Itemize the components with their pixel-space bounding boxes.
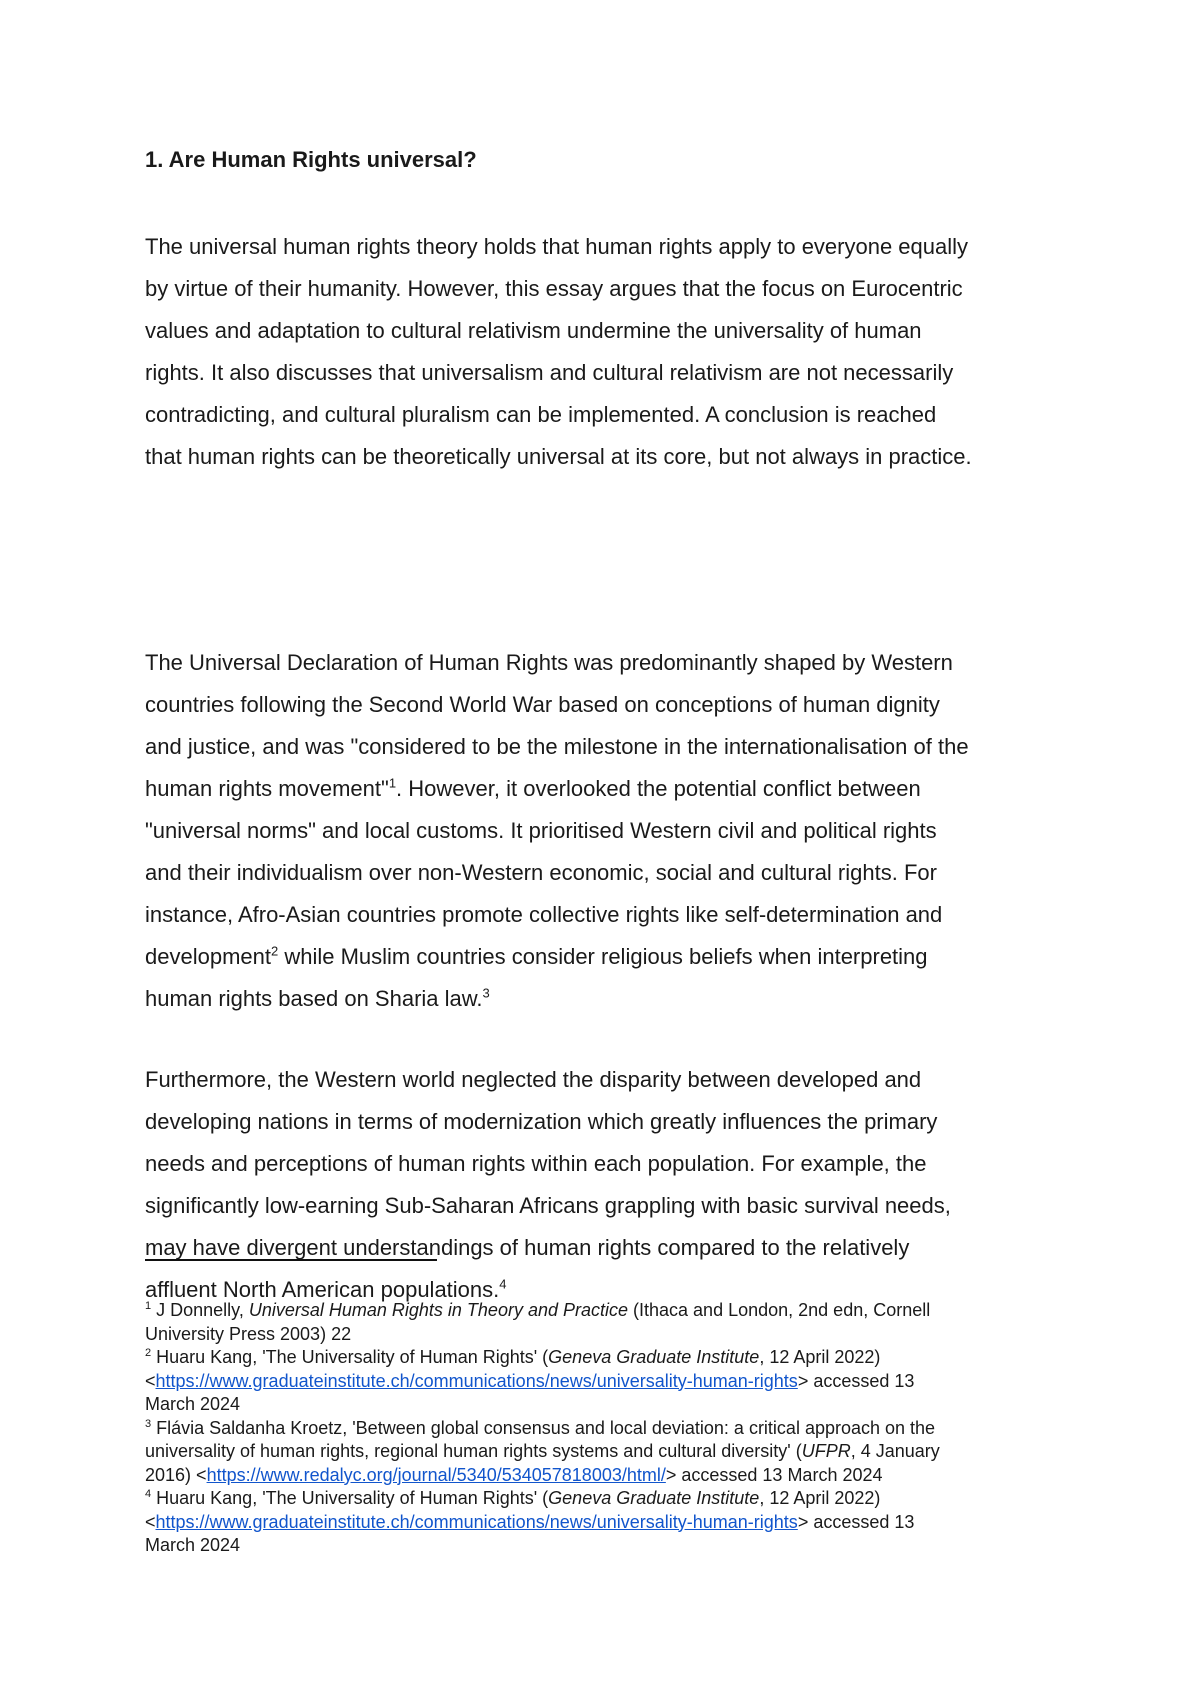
footnote-3-line2: [145, 1440, 1065, 1464]
footnote-4: [145, 1487, 1065, 1511]
paragraph-line: by virtue of their humanity. However, this essay argues that the focus on Eurocentric: [145, 276, 963, 301]
paragraph-line: and their individualism over non-Western economic, social and cultural rights. For: [145, 860, 937, 885]
text-span: > accessed 13: [797, 1370, 915, 1391]
footnote-ref-3[interactable]: 3: [482, 985, 490, 1001]
footnote-separator: [145, 1259, 437, 1261]
paragraph-line: countries following the Second World War based on conceptions of human dignity: [145, 692, 940, 717]
footnote-2: [145, 1346, 1065, 1370]
paragraph-line: may have divergent understandings of human rights compared to the relatively: [145, 1235, 910, 1260]
text-span: Huaru Kang, 'The Universality of Human Rights' (: [151, 1347, 549, 1367]
footnote-ref-4[interactable]: 4: [499, 1276, 507, 1292]
footnote-4-continued: March 2024: [145, 1535, 241, 1555]
paragraph-line: values and adaptation to cultural relativism undermine the universality of human: [145, 318, 922, 343]
text-span: affluent North American populations.: [145, 1277, 500, 1302]
footnote-4-link-line: [145, 1511, 1065, 1535]
paragraph-line: rights. It also discusses that universalism and cultural relativism are not necessarily: [145, 360, 954, 385]
text-span: universality of human rights, regional human rights systems and cultural diversity' (: [145, 1441, 802, 1461]
paragraph-line: significantly low-earning Sub-Saharan Africans grappling with basic survival needs,: [145, 1193, 951, 1218]
paragraph-line: developing nations in terms of modernization which greatly influences the primary: [145, 1109, 938, 1134]
text-span: > accessed 13: [797, 1511, 915, 1532]
paragraph-line: [145, 768, 969, 810]
book-title: Universal Human Rights in Theory and Practice: [248, 1300, 629, 1320]
text-span: human rights movement": [145, 776, 389, 801]
footnote-number: 3: [145, 1417, 152, 1430]
text-span: , 12 April 2022): [759, 1347, 881, 1367]
text-span: . However, it overlooked the potential conflict between: [396, 776, 921, 801]
paragraph-udhr: [145, 642, 969, 1020]
paragraph-development: [145, 1059, 951, 1311]
footnote-1: [145, 1299, 1065, 1323]
paragraph-line: that human rights can be theoretically universal at its core, but not always in practice.: [145, 444, 972, 469]
text-span: development: [145, 944, 271, 969]
source-title: Geneva Graduate Institute: [548, 1488, 760, 1508]
text-span: human rights based on Sharia law.: [145, 986, 483, 1011]
footnote-ref-2[interactable]: 2: [270, 943, 279, 959]
document-body: [145, 142, 1065, 1302]
footnote-4-link[interactable]: https://www.graduateinstitute.ch/communications/news/universality-human-rights: [155, 1511, 798, 1532]
paragraph-line: [145, 936, 969, 978]
footnote-number: 4: [145, 1488, 152, 1500]
text-span: > accessed 13 March 2024: [665, 1464, 883, 1485]
footnote-2-link[interactable]: https://www.graduateinstitute.ch/communications/news/universality-human-rights: [155, 1370, 798, 1391]
text-span: , 4 January: [850, 1441, 940, 1461]
footnote-ref-1[interactable]: 1: [388, 775, 397, 791]
paragraph-line: "universal norms" and local customs. It prioritised Western civil and political rights: [145, 818, 937, 843]
text-span: J Donnelly,: [151, 1300, 249, 1320]
footnote-3-link[interactable]: https://www.redalyc.org/journal/5340/534057818003/html/: [206, 1464, 666, 1485]
footnote-number: 1: [145, 1300, 152, 1312]
text-span: Flávia Saldanha Kroetz, 'Between global consensus and local deviation: a critical approach on the: [151, 1417, 936, 1438]
paragraph-line: contradicting, and cultural pluralism can be implemented. A conclusion is reached: [145, 402, 937, 427]
section-heading: 1. Are Human Rights universal?: [145, 147, 477, 172]
text-span: , 12 April 2022): [759, 1488, 881, 1508]
footnote-3: [145, 1417, 1065, 1441]
footnote-2-continued: March 2024: [145, 1394, 241, 1414]
paragraph-line: needs and perceptions of human rights within each population. For example, the: [145, 1151, 927, 1176]
source-title: UFPR: [801, 1441, 851, 1461]
paragraph-line: The universal human rights theory holds that human rights apply to everyone equally: [145, 234, 969, 259]
paragraph-line: The Universal Declaration of Human Rights was predominantly shaped by Western: [145, 650, 953, 675]
paragraph-line: and justice, and was "considered to be the milestone in the internationalisation of the: [145, 734, 969, 759]
paragraph-line: Furthermore, the Western world neglected the disparity between developed and: [145, 1067, 922, 1092]
footnote-2-link-line: [145, 1370, 1065, 1394]
paragraph-line: [145, 978, 969, 1020]
text-span: Huaru Kang, 'The Universality of Human Rights' (: [151, 1488, 549, 1508]
footnotes-section: [145, 1299, 1065, 1558]
footnote-number: 2: [145, 1347, 152, 1359]
text-span: <: [145, 1511, 156, 1532]
text-span: <: [145, 1370, 156, 1391]
footnote-3-link-line: [145, 1464, 1065, 1488]
footnote-1-continued: University Press 2003) 22: [145, 1323, 352, 1344]
source-title: Geneva Graduate Institute: [548, 1347, 760, 1367]
paragraph-line: instance, Afro-Asian countries promote collective rights like self-determination and: [145, 902, 943, 927]
text-span: (Ithaca and London, 2nd edn, Cornell: [628, 1300, 931, 1320]
paragraph-introduction: [145, 226, 972, 478]
text-span: while Muslim countries consider religious beliefs when interpreting: [278, 944, 928, 969]
text-span: 2016) <: [145, 1464, 207, 1485]
